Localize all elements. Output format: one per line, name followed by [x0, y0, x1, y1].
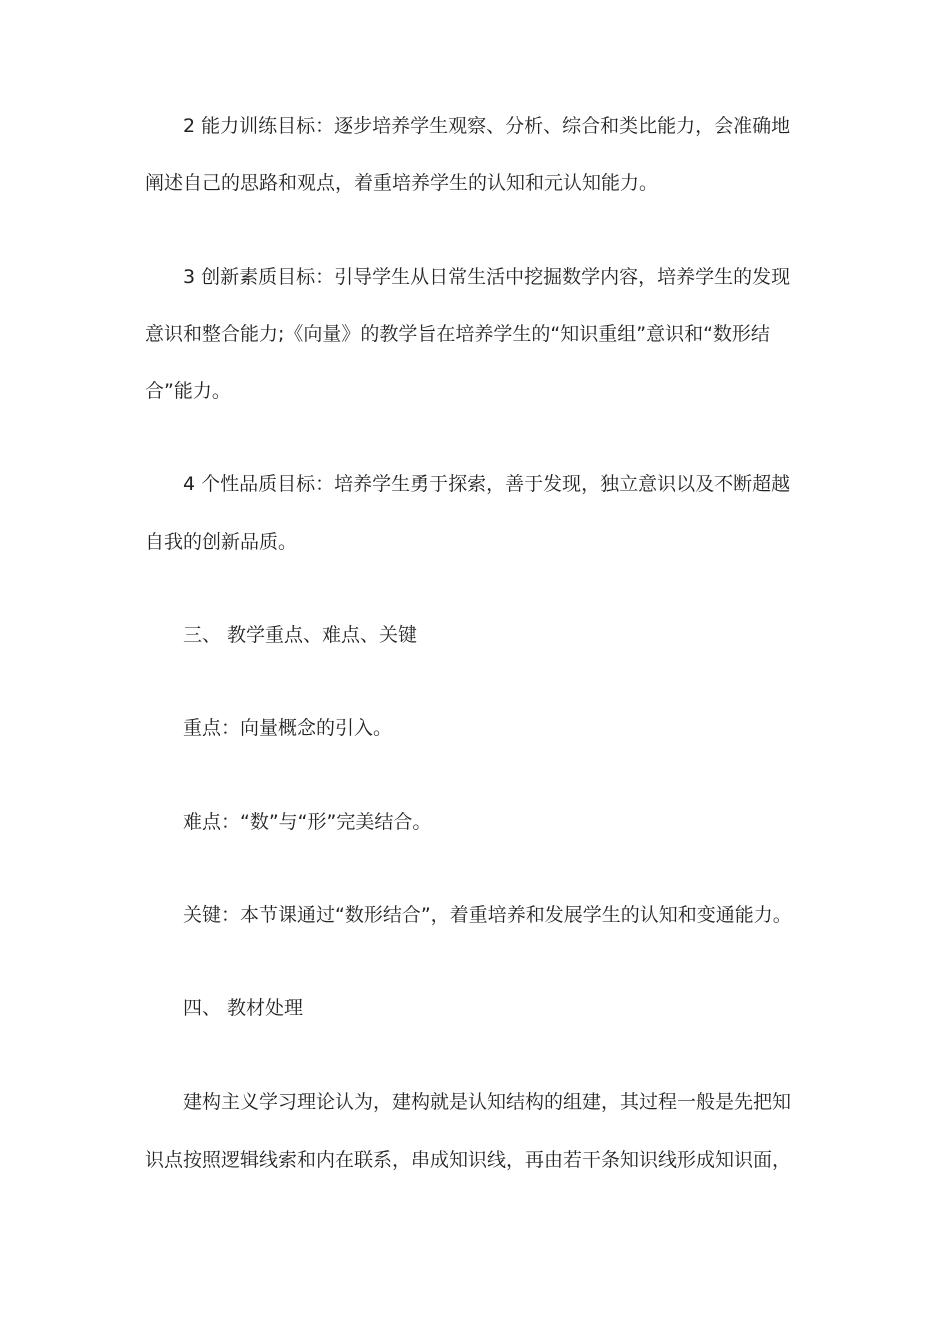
section-4-heading: 四、 教材处理 — [183, 997, 304, 1019]
goal-3-line-2: 意识和整合能力;《向量》的教学旨在培养学生的“知识重组”意识和“数形结 — [145, 323, 770, 345]
goal-3-line-3: 合”能力。 — [145, 380, 231, 402]
goal-2-line-2: 阐述自己的思路和观点，着重培养学生的认知和元认知能力。 — [145, 172, 659, 194]
goal-2-line-1: 2 能力训练目标：逐步培养学生观察、分析、综合和类比能力，会准确地 — [183, 115, 791, 137]
goal-4-line-2: 自我的创新品质。 — [145, 531, 298, 553]
key-point-text: 重点：向量概念的引入。 — [183, 717, 393, 739]
key-text: 关键：本节课通过“数形结合”，着重培养和发展学生的认知和变通能力。 — [183, 904, 792, 926]
section-4-para-line-1: 建构主义学习理论认为，建构就是认知结构的组建，其过程一般是先把知 — [183, 1091, 792, 1113]
section-3-heading: 三、 教学重点、难点、关键 — [183, 624, 418, 646]
section-4-para-line-2: 识点按照逻辑线索和内在联系，串成知识线，再由若干条知识线形成知识面， — [145, 1149, 792, 1171]
goal-4-line-1: 4 个性品质目标：培养学生勇于探索，善于发现，独立意识以及不断超越 — [183, 473, 791, 495]
difficulty-text: 难点：“数”与“形”完美结合。 — [183, 811, 432, 833]
goal-3-line-1: 3 创新素质目标：引导学生从日常生活中挖掘数学内容，培养学生的发现 — [183, 266, 791, 288]
